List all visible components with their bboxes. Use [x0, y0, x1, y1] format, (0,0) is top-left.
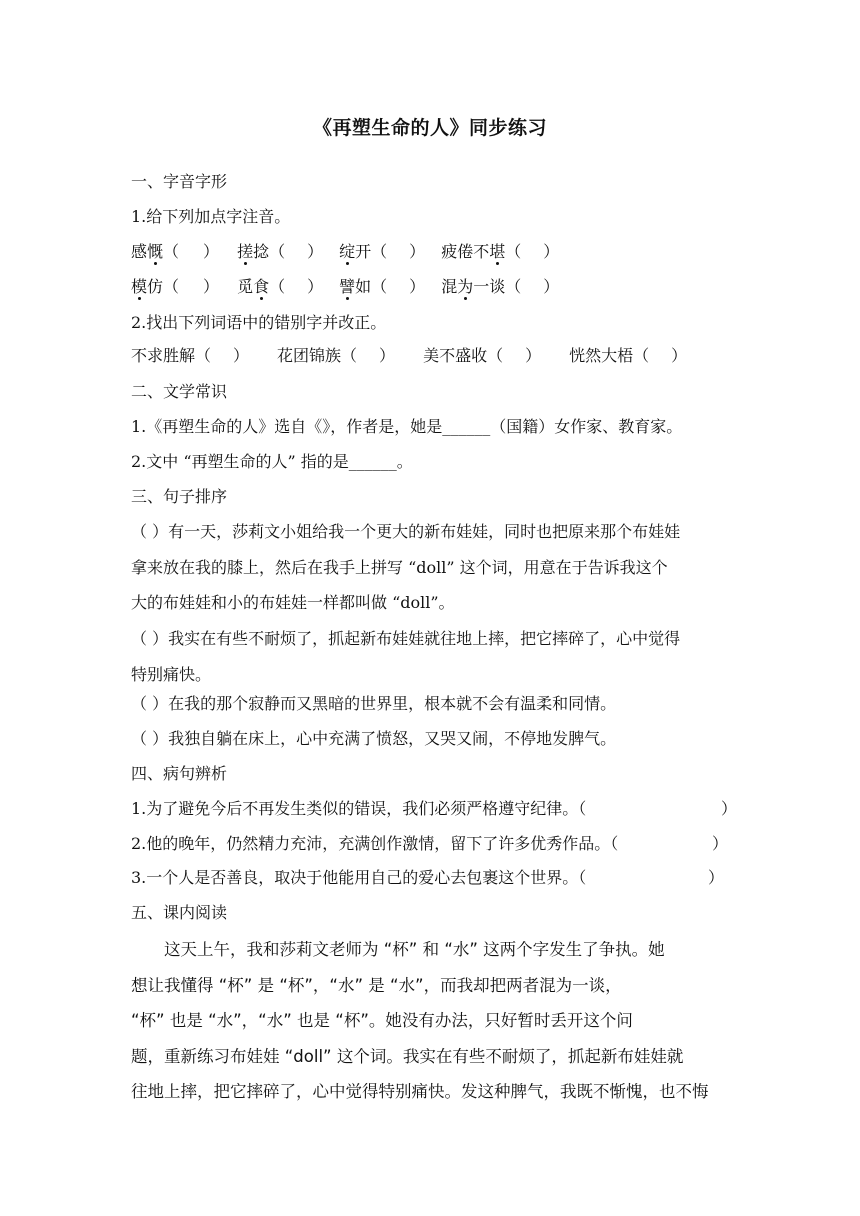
word: 混为一谈: [441, 277, 506, 296]
pinyin-row-1: 感慨（ ） 搓捻（ ） 绽开（ ） 疲倦不堪（ ）: [131, 242, 560, 261]
answer-close-2: ）: [712, 834, 729, 853]
section-heading-3: 三、句子排序: [131, 487, 228, 506]
section-heading-5: 五、课内阅读: [131, 903, 228, 922]
answer-close-3: ）: [708, 868, 725, 887]
sentence-a: （ ）有一天，莎莉文小姐给我一个更大的新布娃娃，同时也把原来那个布娃娃 拿来放在我的膝上，然后在我手上拼写 “doll” 这个词，用意在于告诉我这个 大的布娃娃和小的布娃娃一样都叫做 “doll”。: [131, 522, 681, 612]
word: 绽开: [339, 242, 372, 261]
question-2-1: 1.《再塑生命的人》选自《》，作者是，她是______（国籍）女作家、教育家。: [131, 417, 683, 436]
reading-passage: 这天上午，我和莎莉文老师为 “杯” 和 “水” 这两个字发生了争执。她 想让我懂得 “杯” 是 “杯”，“水” 是 “水”，而我却把两者混为一谈， “杯” 也是 “水”，“水” 也是 “杯”。她没有办法，只好暂时丢开这个问 题，重新练习布娃娃 “doll” 这个词。我实在有些不耐烦了，抓起新布娃娃就 往地上摔，把它摔碎了，心中觉得特别痛快。发这种脾气，我既不惭愧，也不悔: [131, 940, 709, 1101]
typo-row: 不求胜解（ ） 花团锦族（ ） 美不盛收（ ） 恍然大梧（ ）: [131, 346, 688, 365]
section-heading-4: 四、病句辨析: [131, 764, 228, 783]
question-2-2: 2.文中 “再塑生命的人” 指的是______。: [131, 452, 413, 471]
word: 疲倦不堪: [441, 242, 506, 261]
word: 搓捻: [237, 242, 270, 261]
question-1-1: 1.给下列加点字注音。: [131, 207, 291, 226]
word: 模仿: [131, 277, 164, 296]
question-4-2: 2.他的晚年，仍然精力充沛，充满创作激情，留下了许多优秀作品。（: [131, 834, 619, 853]
answer-close-1: ）: [721, 799, 738, 818]
pinyin-row-2: 模仿（ ） 觅食（ ） 譬如（ ） 混为一谈（ ）: [131, 277, 560, 296]
question-4-3: 3.一个人是否善良，取决于他能用自己的爱心去包裹这个世界。（: [131, 868, 587, 887]
sentence-d: （ ）我独自躺在床上，心中充满了愤怒，又哭又闹，不停地发脾气。: [131, 729, 617, 748]
section-heading-2: 二、文学常识: [131, 382, 228, 401]
question-1-2: 2.找出下列词语中的错别字并改正。: [131, 313, 387, 332]
question-4-1: 1.为了避免今后不再发生类似的错误，我们必须严格遵守纪律。（: [131, 799, 587, 818]
sentence-c: （ ）在我的那个寂静而又黑暗的世界里，根本就不会有温柔和同情。: [131, 694, 617, 713]
word: 感慨: [131, 242, 164, 261]
sentence-b: （ ）我实在有些不耐烦了，抓起新布娃娃就往地上摔，把它摔碎了，心中觉得 特别痛快。: [131, 629, 681, 684]
word: 譬如: [339, 277, 372, 296]
section-heading-1: 一、字音字形: [131, 172, 228, 191]
word: 觅食: [237, 277, 270, 296]
page-title: 《再塑生命的人》同步练习: [312, 117, 547, 139]
